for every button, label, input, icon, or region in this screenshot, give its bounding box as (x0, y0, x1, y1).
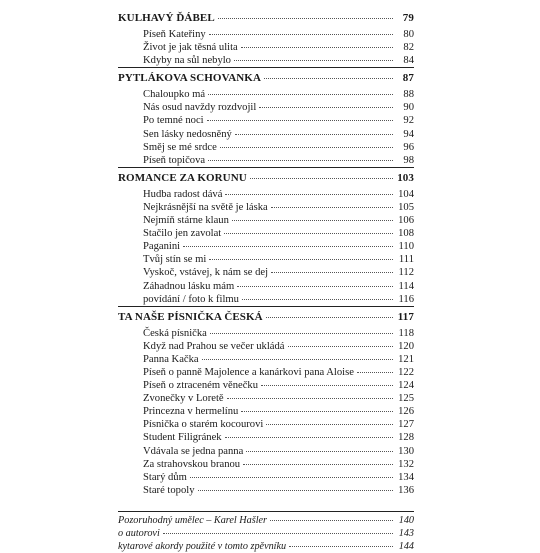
dot-leader (208, 94, 393, 95)
entry-page: 84 (403, 55, 414, 67)
dot-leader (234, 60, 393, 61)
entry-page: 144 (398, 541, 414, 553)
entry-title: Nejmíň stárne klaun (143, 215, 229, 227)
entry-page: 112 (398, 267, 414, 279)
entry-page: 124 (398, 380, 414, 392)
entry-title: Paganini (143, 241, 181, 253)
entry-page: 125 (398, 393, 414, 405)
dot-leader (246, 451, 393, 452)
table-of-contents (118, 10, 414, 553)
entry-page: 82 (403, 42, 414, 54)
dot-leader (227, 398, 393, 399)
entry-title: Kdyby na sůl nebylo (143, 55, 231, 67)
toc-entry (118, 484, 414, 497)
entry-page: 134 (398, 471, 414, 483)
section-title: PYTLÁKOVA SCHOVANKA (118, 72, 261, 85)
toc-entry (118, 28, 414, 41)
dot-leader (271, 272, 393, 273)
dot-leader (270, 520, 393, 521)
entry-title: Nejkrásnější na světě je láska (143, 201, 268, 213)
entry-title: Česká písnička (143, 327, 207, 339)
dot-leader (220, 147, 393, 148)
toc-entry (118, 54, 414, 67)
entry-title: Písnička o starém kocourovi (143, 419, 264, 431)
entry-title: Když nad Prahou se večer ukládá (143, 340, 285, 352)
toc-entry (118, 253, 414, 266)
section-page: 79 (402, 12, 414, 24)
toc-entry (118, 293, 414, 306)
section-heading (118, 309, 414, 325)
dot-leader (183, 246, 393, 247)
entry-title: Život je jak těsná ulita (143, 42, 238, 54)
toc-entry (118, 392, 414, 405)
dot-leader (289, 546, 393, 547)
entry-page: 122 (398, 366, 414, 378)
entry-title: Za strahovskou branou (143, 458, 241, 470)
dot-leader (224, 233, 393, 234)
toc-appendix (118, 511, 414, 553)
toc-section (118, 167, 414, 306)
entry-page: 118 (398, 327, 414, 339)
section-heading (118, 70, 414, 86)
toc-entry (118, 88, 414, 101)
section-title: ROMANCE ZA KORUNU (118, 171, 247, 184)
toc-entry (118, 431, 414, 444)
section-heading (118, 170, 414, 186)
toc-entry (118, 280, 414, 293)
toc-entry (118, 471, 414, 484)
entry-page: 94 (403, 128, 414, 140)
dot-leader (208, 160, 393, 161)
dot-leader (264, 78, 393, 79)
entry-title: Záhadnou lásku mám (143, 280, 235, 292)
entry-page: 136 (398, 484, 414, 496)
dot-leader (207, 120, 393, 121)
toc-extra-entry (118, 514, 414, 527)
dot-leader (243, 464, 393, 465)
toc-entry (118, 240, 414, 253)
toc-entry (118, 445, 414, 458)
toc-entry (118, 405, 414, 418)
toc-entry (118, 366, 414, 379)
dot-leader (163, 533, 393, 534)
entry-title: Zvonečky v Loretě (143, 393, 224, 405)
toc-entry (118, 379, 414, 392)
entry-page: 108 (398, 228, 414, 240)
toc-entry (118, 188, 414, 201)
toc-entry (118, 353, 414, 366)
entry-title: Stačilo jen zavolat (143, 228, 222, 240)
dot-leader (266, 317, 393, 318)
entry-title: Staré topoly (143, 484, 195, 496)
dot-leader (209, 259, 393, 260)
dot-leader (242, 299, 393, 300)
dot-leader (271, 207, 393, 208)
toc-entry (118, 141, 414, 154)
entry-title: Student Filigránek (143, 432, 222, 444)
entry-page: 106 (398, 215, 414, 227)
toc-entry (118, 266, 414, 279)
entry-page: 96 (403, 141, 414, 153)
entry-page: 132 (398, 458, 414, 470)
entry-title: Princezna v hermelínu (143, 406, 239, 418)
entry-title: kytarové akordy použité v tomto zpěvníku (118, 541, 287, 553)
entry-page: 104 (398, 188, 414, 200)
entry-title: Píseň topičova (143, 154, 206, 166)
entry-page: 143 (398, 528, 414, 540)
toc-entry (118, 458, 414, 471)
dot-leader (259, 107, 393, 108)
toc-entry (118, 227, 414, 240)
entry-page: 110 (398, 241, 414, 253)
entry-title: Píseň o panně Majolence a kanárkovi pana Aloise (143, 366, 354, 378)
toc-section (118, 10, 414, 67)
entry-page: 128 (398, 432, 414, 444)
entry-title: Hudba radost dává (143, 188, 223, 200)
entry-title: Chaloupko má (143, 89, 206, 101)
dot-leader (225, 437, 393, 438)
dot-leader (250, 178, 393, 179)
entry-page: 127 (398, 419, 414, 431)
entry-title: Po temné noci (143, 115, 204, 127)
entry-title: o autorovi (118, 528, 160, 540)
entry-title: Směj se mé srdce (143, 141, 217, 153)
section-page: 87 (402, 72, 414, 85)
dot-leader (190, 477, 393, 478)
entry-page: 111 (398, 254, 414, 266)
toc-entry (118, 418, 414, 431)
dot-leader (225, 194, 393, 195)
entry-title: Vyskoč, vstávej, k nám se dej (143, 267, 269, 279)
dot-leader (266, 424, 393, 425)
entry-page: 126 (398, 406, 414, 418)
dot-leader (241, 47, 393, 48)
toc-entry (118, 114, 414, 127)
entry-page: 88 (403, 89, 414, 101)
toc-section (118, 306, 414, 497)
toc-entry (118, 41, 414, 54)
section-title: TA NAŠE PÍSNIČKA ČESKÁ (118, 310, 263, 323)
toc-entry (118, 327, 414, 340)
entry-page: 120 (398, 340, 414, 352)
entry-title: povídání / foto k filmu (143, 293, 239, 305)
entry-title: Sen lásky nedosněný (143, 128, 232, 140)
entry-title: Vdávala se jedna panna (143, 445, 244, 457)
dot-leader (210, 333, 393, 334)
dot-leader (237, 286, 393, 287)
dot-leader (218, 18, 393, 19)
toc-entry (118, 201, 414, 214)
section-page: 103 (397, 171, 414, 184)
entry-page: 105 (398, 201, 414, 213)
dot-leader (232, 220, 393, 221)
entry-title: Starý dům (143, 471, 187, 483)
dot-leader (209, 34, 393, 35)
dot-leader (198, 490, 394, 491)
toc-entry (118, 340, 414, 353)
entry-title: Pozoruhodný umělec – Karel Hašler (118, 514, 268, 526)
dot-leader (241, 411, 393, 412)
toc-entry (118, 214, 414, 227)
entry-title: Panna Kačka (143, 353, 199, 365)
entry-page: 140 (398, 514, 414, 526)
toc-extra-entry (118, 527, 414, 540)
entry-title: Píseň o ztraceném věnečku (143, 380, 259, 392)
entry-page: 121 (398, 353, 414, 365)
dot-leader (235, 134, 393, 135)
entry-title: Nás osud navždy rozdvojil (143, 102, 257, 114)
dot-leader (202, 359, 393, 360)
entry-title: Píseň Kateřiny (143, 29, 206, 40)
entry-page: 80 (403, 29, 414, 40)
dot-leader (288, 346, 394, 347)
entry-page: 98 (403, 154, 414, 166)
entry-page: 116 (398, 293, 414, 305)
entry-page: 92 (403, 115, 414, 127)
entry-title: Tvůj stín se mi (143, 254, 207, 266)
dot-leader (357, 372, 393, 373)
section-heading (118, 10, 414, 26)
toc-section (118, 67, 414, 167)
section-title: KULHAVÝ ĎÁBEL (118, 12, 215, 24)
toc-extra-entry (118, 540, 414, 553)
toc-entry (118, 101, 414, 114)
toc-entry (118, 154, 414, 167)
dot-leader (261, 385, 393, 386)
toc-entry (118, 128, 414, 141)
entry-page: 90 (403, 102, 414, 114)
section-page: 117 (397, 310, 414, 323)
entry-page: 114 (398, 280, 414, 292)
entry-page: 130 (398, 445, 414, 457)
